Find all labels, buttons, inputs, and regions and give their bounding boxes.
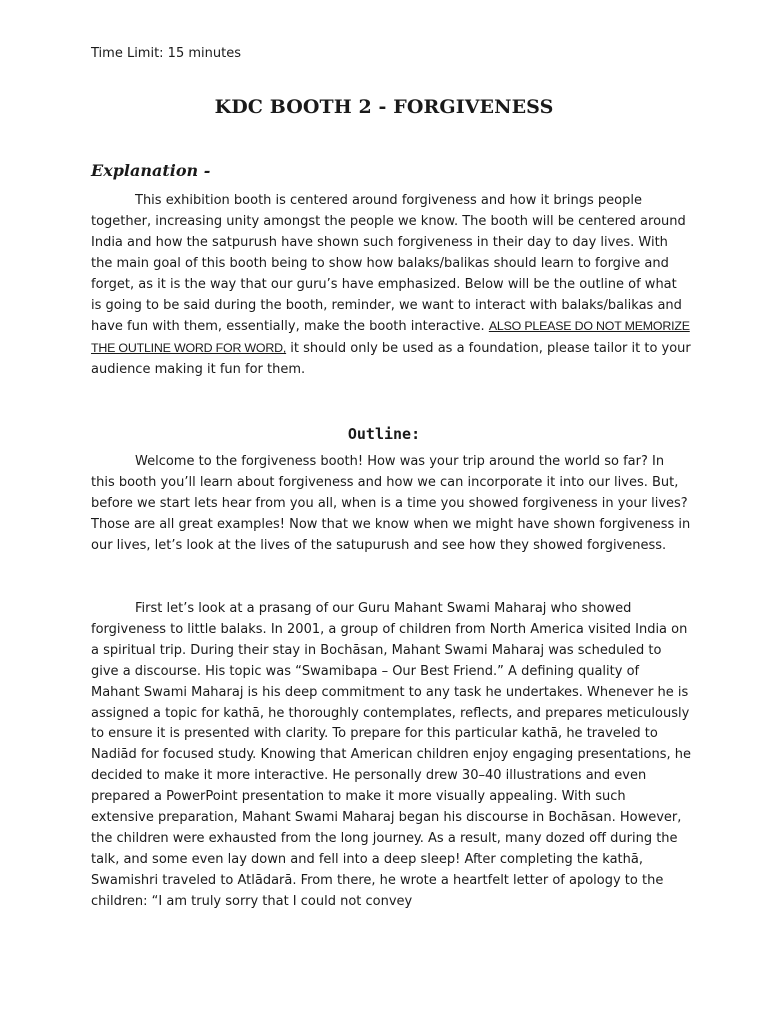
- explanation-paragraph: [91, 191, 691, 381]
- explanation-text-start: This exhibition booth is centered around forgiveness and how it brings people together, increasing unity amongst the people we know. The booth will be centered around India and how the satpurush have shown such forgiveness in their day to day lives. With the main goal of this booth being to show how balaks/balikas should learn to forgive and forget, as it is the way that our guru’s have emphasized. Below will be the outline of what is going to be said during the booth, reminder, we want to interact with balaks/balikas and have fun with them, essentially, make the booth interactive.: [91, 193, 686, 335]
- outline-heading: Outline:: [347, 425, 421, 443]
- explanation-underlined-warning: ALSO PLEASE DO NOT MEMORIZE THE OUTLINE WORD FOR WORD,: [91, 319, 690, 356]
- outline-paragraph-2-text: First let’s look at a prasang of our Guru Mahant Swami Maharaj who showed forgiveness to little balaks. In 2001, a group of children from North America visited India on a spiritual trip. During their stay in Bochāsan, Mahant Swami Maharaj was scheduled to give a discourse. His topic was “Swamibapa – Our Best Friend.” A defining quality of Mahant Swami Maharaj is his deep commitment to any task he undertakes. Whenever he is assigned a topic for kathā, he thoroughly contemplates, reflects, and prepares meticulously to ensure it is presented with clarity. To prepare for this particular kathā, he traveled to Nadiād for focused study. Knowing that American children enjoy engaging presentations, he decided to make it more interactive. He personally drew 30–40 illustrations and even prepared a PowerPoint presentation to make it more visually appealing. With such extensive preparation, Mahant Swami Maharaj began his discourse in Bochāsan. However, the children were exhausted from the long journey. As a result, many dozed off during the talk, and some even lay down and fell into a deep sleep! After completing the kathā, Swamishri traveled to Atlādarā. From there, he wrote a heartfelt letter of apology to the children: “I am truly sorry that I could not convey: [91, 601, 691, 909]
- explanation-heading: Explanation -: [91, 161, 211, 180]
- outline-paragraph-1-text: Welcome to the forgiveness booth! How was your trip around the world so far? In this booth you’ll learn about forgiveness and how we can incorporate it into our lives. But, before we start lets hear from you all, when is a time you showed forgiveness in your lives? Those are all great examples! Now that we know when we might have shown forgiveness in our lives, let’s look at the lives of the satupurush and see how they showed forgiveness.: [91, 454, 691, 553]
- page-title: KDC BOOTH 2 - FORGIVENESS: [214, 96, 554, 118]
- outline-paragraph-2: [91, 599, 691, 913]
- time-limit-text: Time Limit: 15 minutes: [91, 46, 241, 61]
- outline-paragraph-1: [91, 452, 691, 557]
- explanation-text-end: it should only be used as a foundation, please tailor it to your audience making it fun for them.: [91, 341, 691, 378]
